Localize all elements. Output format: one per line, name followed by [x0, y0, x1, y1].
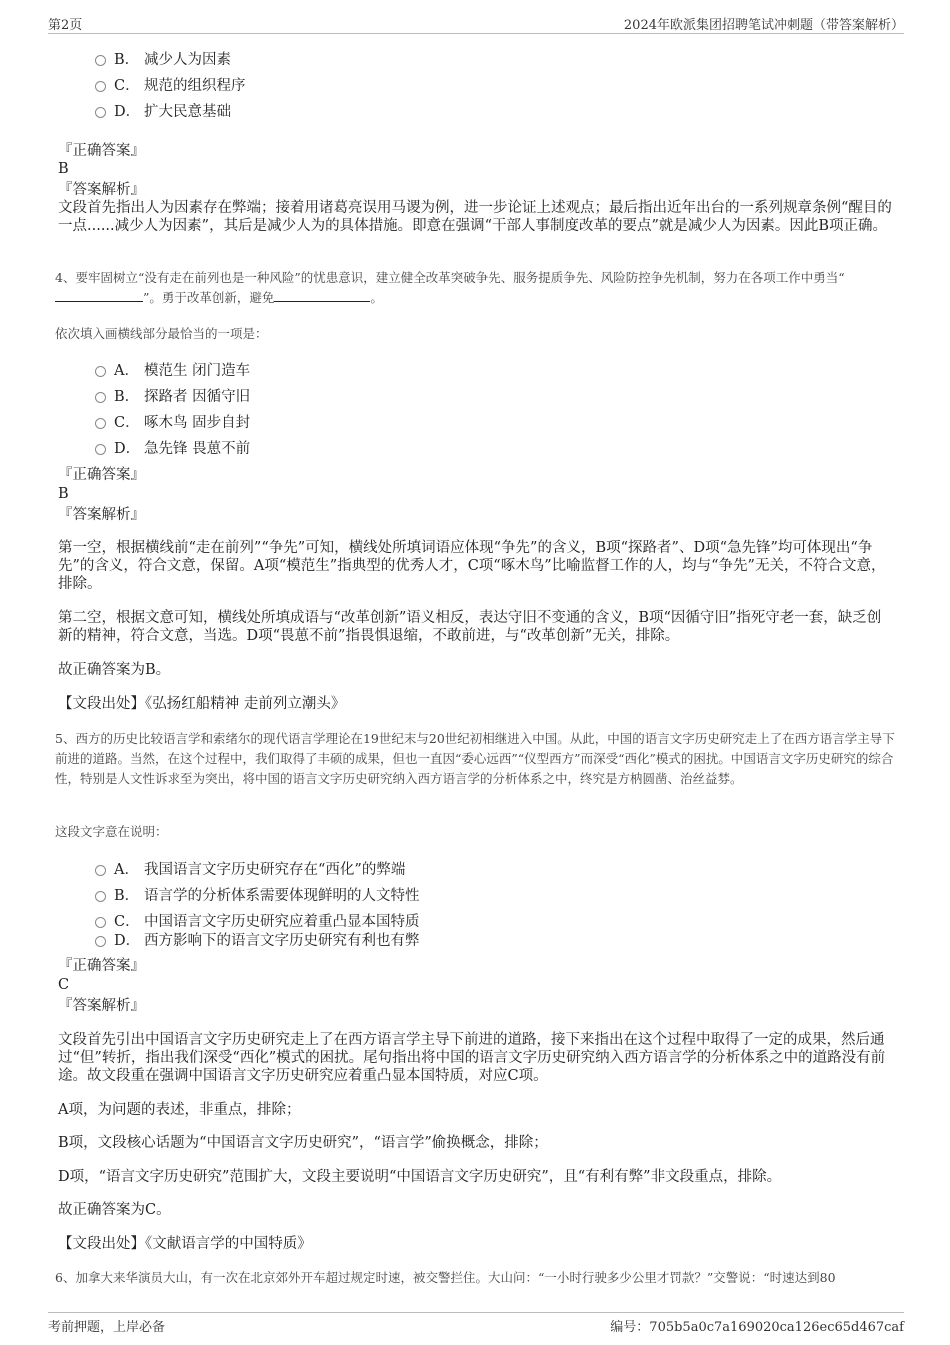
q4-conclusion: 故正确答案为B。 — [58, 662, 171, 678]
q5-option-c[interactable]: C． 中国语言文字历史研究应着重凸显本国特质 — [95, 910, 420, 931]
q3-answer: B — [58, 161, 69, 177]
q5-stem: 5、西方的历史比较语言学和索绪尔的现代语言学理论在19世纪末与20世纪初相继进入中国。从此，中国的语言文字历史研究走上了在西方语言学主导下前进的道路。当然，在这个过程中，我们取得了丰硕的成果，但也一直因“委心远西”“仪型西方”而深受“西化”模式的困扰。中国语言文字历史研究的综合性，特别是人文性诉求至为突出，将中国的语言文字历史研究纳入西方语言学的分析体系之中，终究是方枘圆凿、治丝益棼。 — [55, 731, 895, 786]
blank-line — [55, 289, 143, 302]
q5-option-a[interactable]: A． 我国语言文字历史研究存在“西化”的弊端 — [95, 858, 405, 879]
radio-icon[interactable] — [95, 366, 106, 377]
q5-analysis-label: 『答案解析』 — [58, 998, 145, 1014]
radio-icon[interactable] — [95, 865, 106, 876]
q3-analysis: 文段首先指出人为因素存在弊端；接着用诸葛亮误用马谡为例，进一步论证上述观点；最后指出近年出台的一系列规章条例“醒目的一点......减少人为因素”，其后是减少人为的具体措施。即意在强调“干部人事制度改革的要点”就是减少人为因素。因此B项正确。 — [58, 200, 892, 234]
q4-prompt: 依次填入画横线部分最恰当的一项是： — [55, 326, 268, 341]
q5-answer-label: 『正确答案』 — [58, 958, 145, 974]
q5-option-d[interactable]: D． 西方影响下的语言文字历史研究有利也有弊 — [95, 929, 420, 950]
q3-option-d[interactable]: D． 扩大民意基础 — [95, 100, 231, 121]
q4-answer: B — [58, 486, 69, 502]
radio-icon[interactable] — [95, 392, 106, 403]
q4-option-a[interactable]: A． 模范生 闭门造车 — [95, 359, 250, 380]
radio-icon[interactable] — [95, 81, 106, 92]
q5-prompt: 这段文字意在说明： — [55, 824, 168, 839]
document-title: 2024年欧派集团招聘笔试冲刺题（带答案解析） — [623, 18, 904, 33]
q5-analysis-p1: 文段首先引出中国语言文字历史研究走上了在西方语言学主导下前进的道路，接下来指出在这个过程中取得了一定的成果，然后通过“但”转折，指出我们深受“西化”模式的困扰。尾句指出将中国的语言文字历史研究纳入西方语言学的分析体系之中的道路没有前途。故文段重在强调中国语言文字历史研究应着重凸显本国特质，对应C项。 — [58, 1032, 886, 1084]
radio-icon[interactable] — [95, 891, 106, 902]
radio-icon[interactable] — [95, 418, 106, 429]
q4-answer-label: 『正确答案』 — [58, 467, 145, 483]
radio-icon[interactable] — [95, 917, 106, 928]
q4-analysis-p1: 第一空，根据横线前“走在前列”“争先”可知，横线处所填词语应体现“争先”的含义，B项“探路者”、D项“急先锋”均可体现出“争先”的含义，符合文意，保留。A项“模范生”指典型的优秀人才，C项“啄木鸟”比喻监督工作的人，均与“争先”无关，不符合文意，排除。 — [58, 540, 886, 592]
q3-analysis-label: 『答案解析』 — [58, 182, 145, 198]
radio-icon[interactable] — [95, 107, 106, 118]
page-footer — [48, 1312, 904, 1334]
q4-analysis-label: 『答案解析』 — [58, 507, 145, 523]
document-id: 编号：705b5a0c7a169020ca126ec65d467caf — [610, 1320, 904, 1335]
q5-source: 【文段出处】《文献语言学的中国特质》 — [58, 1236, 312, 1252]
q4-analysis-p2: 第二空，根据文意可知，横线处所填成语与“改革创新”语义相反，表达守旧不变通的含义，B项“因循守旧”指死守老一套，缺乏创新的精神，符合文意，当选。D项“畏葸不前”指畏惧退缩，不敢前进，与“改革创新”无关，排除。 — [58, 610, 882, 644]
q3-option-c[interactable]: C． 规范的组织程序 — [95, 74, 246, 95]
q5-conclusion: 故正确答案为C。 — [58, 1202, 171, 1218]
q5-answer: C — [58, 977, 70, 993]
q4-source: 【文段出处】《弘扬红船精神 走前列立潮头》 — [58, 696, 346, 712]
q4-option-d[interactable]: D． 急先锋 畏葸不前 — [95, 437, 250, 458]
q3-answer-label: 『正确答案』 — [58, 143, 145, 159]
radio-icon[interactable] — [95, 444, 106, 455]
footer-slogan: 考前押题，上岸必备 — [48, 1320, 166, 1335]
q3-option-b[interactable]: B． 减少人为因素 — [95, 48, 231, 69]
q6-stem: 6、加拿大来华演员大山，有一次在北京郊外开车超过规定时速，被交警拦住。大山问：“一小时行驶多少公里才罚款？”交警说：“时速达到80 — [55, 1270, 836, 1285]
q4-option-b[interactable]: B． 探路者 因循守旧 — [95, 385, 250, 406]
q4-option-c[interactable]: C． 啄木鸟 固步自封 — [95, 411, 250, 432]
q5-analysis-p4: D项，“语言文字历史研究”范围扩大，文段主要说明“中国语言文字历史研究”，且“有利有弊”非文段重点，排除。 — [58, 1169, 782, 1185]
radio-icon[interactable] — [95, 55, 106, 66]
q5-analysis-p2: A项，为问题的表述，非重点，排除； — [58, 1102, 301, 1118]
q5-analysis-p3: B项，文段核心话题为“中国语言文字历史研究”，“语言学”偷换概念，排除； — [58, 1135, 548, 1151]
q4-stem: 4、要牢固树立“没有走在前列也是一种风险”的忧患意识，建立健全改革突破争先、服务提质争先、风险防控争先机制，努力在各项工作中勇当“”。勇于改革创新，避免 。 — [55, 270, 845, 305]
q5-option-b[interactable]: B． 语言学的分析体系需要体现鲜明的人文特性 — [95, 884, 420, 905]
radio-icon[interactable] — [95, 936, 106, 947]
page-header — [48, 12, 904, 34]
page-number: 第2页 — [48, 18, 83, 33]
blank-line — [274, 289, 370, 302]
